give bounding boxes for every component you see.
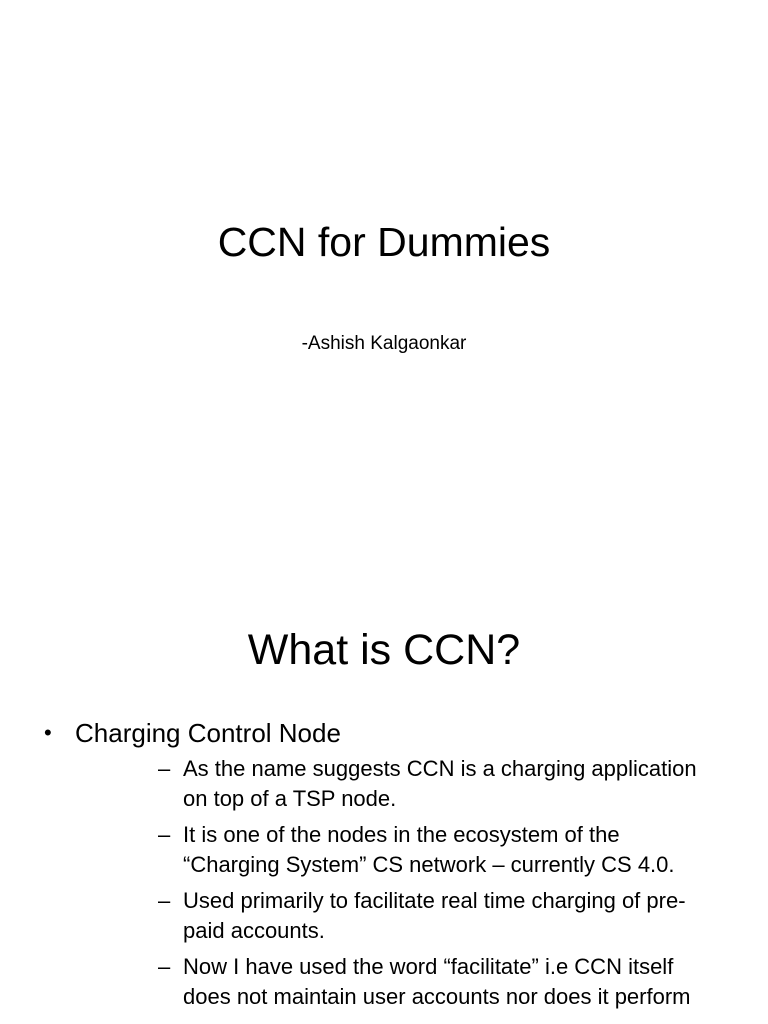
sub-bullet-item [75, 886, 768, 946]
bullet-item-charging-control-node [0, 716, 768, 1012]
bullet-icon: • [44, 720, 52, 745]
dash-icon: – [158, 954, 171, 979]
author-subtitle: -Ashish Kalgaonkar [301, 333, 467, 354]
dash-icon: – [158, 888, 171, 913]
sub-bullet-line: Used primarily to facilitate real time charging of pre- [183, 888, 686, 913]
sub-bullet-line: As the name suggests CCN is a charging application [183, 756, 697, 781]
sub-bullet-line: paid accounts. [183, 918, 325, 943]
sub-bullet-line: Now I have used the word “facilitate” i.e CCN itself [183, 954, 674, 979]
sub-bullet-item [75, 754, 768, 814]
sub-bullet-line: on top of a TSP node. [183, 786, 397, 811]
slide-title: What is CCN? [247, 626, 521, 674]
dash-icon: – [158, 822, 171, 847]
bullet-text: Charging Control Node [75, 718, 341, 748]
presentation-title: CCN for Dummies [217, 219, 551, 265]
content-slide [0, 576, 768, 1024]
bullet-list [0, 716, 768, 1018]
sub-bullet-line: does not maintain user accounts nor does it perform [183, 984, 691, 1009]
sub-bullet-item [75, 820, 768, 880]
sub-bullet-line: It is one of the nodes in the ecosystem of the [183, 822, 620, 847]
dash-icon: – [158, 756, 171, 781]
sub-bullet-list [75, 754, 768, 1012]
sub-bullet-item [75, 952, 768, 1012]
sub-bullet-line: “Charging System” CS network – currently CS 4.0. [183, 852, 675, 877]
